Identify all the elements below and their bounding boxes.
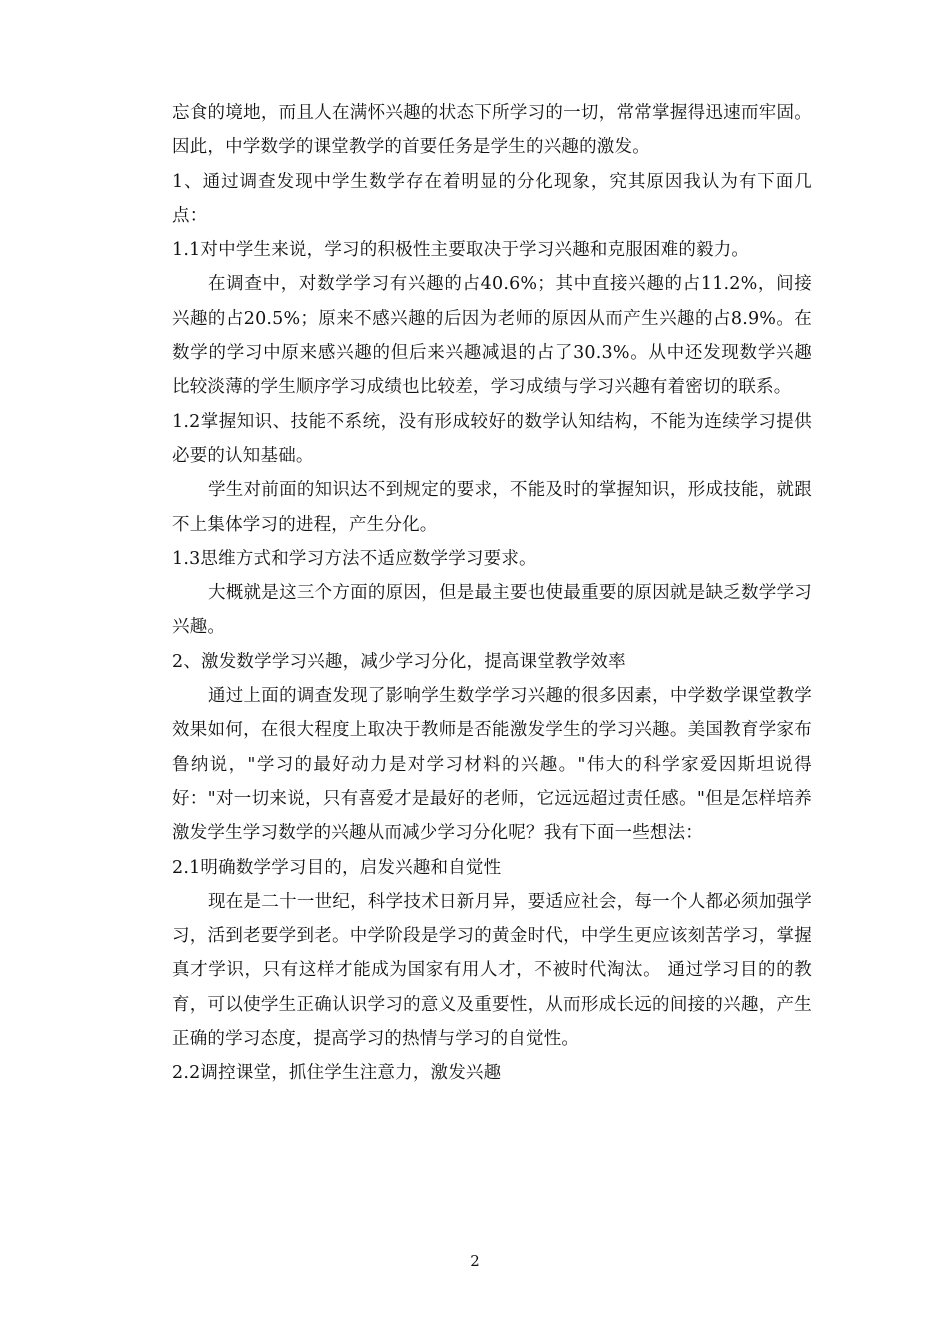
subsection-heading-1-3: 1.3思维方式和学习方法不适应数学学习要求。 [172,548,537,569]
subsection-heading-1-1: 1.1对中学生来说，学习的积极性主要取决于学习兴趣和克服困难的毅力。 [172,240,750,261]
paragraph-continued: 忘食的境地，而且人在满怀兴趣的状态下所学习的一切，常常掌握得迅速而牢固。因此，中学数学的课堂教学的首要任务是学生的兴趣的激发。 [172,103,812,158]
paragraph-knowledge-gap: 学生对前面的知识达不到规定的要求，不能及时的掌握知识，形成技能，就跟不上集体学习的进程，产生分化。 [172,480,812,535]
body-text [172,96,812,1091]
page-number: 2 [470,1252,480,1270]
section-heading-2: 2、激发数学学习兴趣，减少学习分化，提高课堂教学效率 [172,651,626,672]
subsection-heading-1-2: 1.2掌握知识、技能不系统，没有形成较好的数学认知结构，不能为连续学习提供必要的认知基础。 [172,411,812,466]
paragraph-learning-purpose: 现在是二十一世纪，科学技术日新月异，要适应社会，每一个人都必须加强学习，活到老要学到老。中学阶段是学习的黄金时代，中学生更应该刻苦学习，掌握真才学识，只有这样才能成为国家有用人才，不被时代淘汰。 通过学习目的的教育，可以使学生正确认识学习的意义及重要性，从而形成长远的间接的兴趣，产生正确的学习态度，提高学习的热情与学习的自觉性。 [172,891,812,1050]
paragraph-survey-results: 在调查中，对数学学习有兴趣的占40.6%；其中直接兴趣的占11.2%，间接兴趣的占20.5%；原来不感兴趣的后因为老师的原因从而产生兴趣的占8.9%。在数学的学习中原来感兴趣的但后来兴趣减退的占了30.3%。从中还发现数学兴趣比较淡薄的学生顺序学习成绩也比较差，学习成绩与学习兴趣有着密切的联系。 [172,274,812,398]
subsection-heading-2-1: 2.1明确数学学习目的，启发兴趣和自觉性 [172,857,502,878]
section-heading-1: 1、通过调查发现中学生数学存在着明显的分化现象，究其原因我认为有下面几点： [172,171,812,226]
paragraph-interest-factors: 通过上面的调查发现了影响学生数学学习兴趣的很多因素，中学数学课堂教学效果如何，在很大程度上取决于教师是否能激发学生的学习兴趣。美国教育学家布鲁纳说，"学习的最好动力是对学习材料的兴趣。"伟大的科学家爱因斯坦说得好："对一切来说，只有喜爱才是最好的老师，它远远超过责任感。"但是怎样培养激发学生学习数学的兴趣从而减少学习分化呢？我有下面一些想法： [172,686,812,844]
paragraph-main-reason: 大概就是这三个方面的原因，但是最主要也使最重要的原因就是缺乏数学学习兴趣。 [172,583,812,638]
subsection-heading-2-2: 2.2调控课堂，抓住学生注意力，激发兴趣 [172,1063,502,1084]
